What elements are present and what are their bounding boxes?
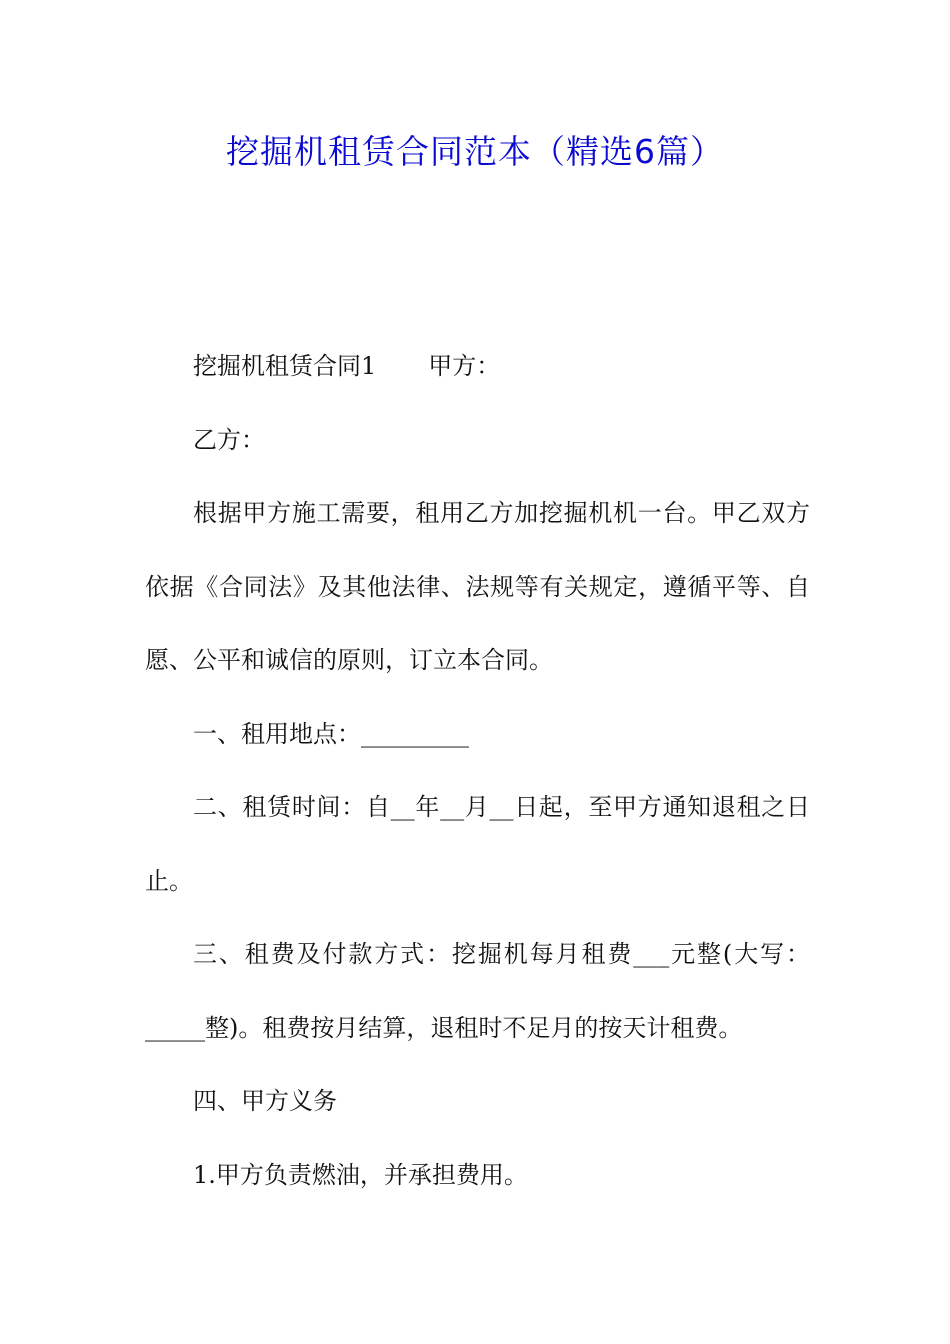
paragraph-preamble: 根据甲方施工需要，租用乙方加挖掘机机一台。甲乙双方依据《合同法》及其他法律、法规等有关规定，遵循平等、自愿、公平和诚信的原则，订立本合同。 <box>145 499 810 674</box>
paragraph-party-b: 乙方： <box>193 425 265 454</box>
paragraph-obligation-1: 1.甲方负责燃油，并承担费用。 <box>193 1160 528 1189</box>
document-title: 挖掘机租赁合同范本（精选6篇） <box>226 132 724 171</box>
paragraph-rental-period: 二、租赁时间：自__年__月__日起，至甲方通知退租之日止。 <box>145 793 810 895</box>
document-body <box>145 330 810 1212</box>
paragraph-party-a-obligations: 四、甲方义务 <box>193 1087 337 1115</box>
paragraph-contract-heading <box>145 330 810 404</box>
contract-heading: 挖掘机租赁合同1 <box>193 352 377 380</box>
party-a-label: 甲方： <box>428 352 501 380</box>
paragraph-rental-location: 一、租用地点：_________ <box>193 719 469 748</box>
paragraph-rental-fee: 三、租费及付款方式：挖掘机每月租费___元整(大写：_____整)。租费按月结算，退租时不足月的按天计租费。 <box>145 940 810 1042</box>
